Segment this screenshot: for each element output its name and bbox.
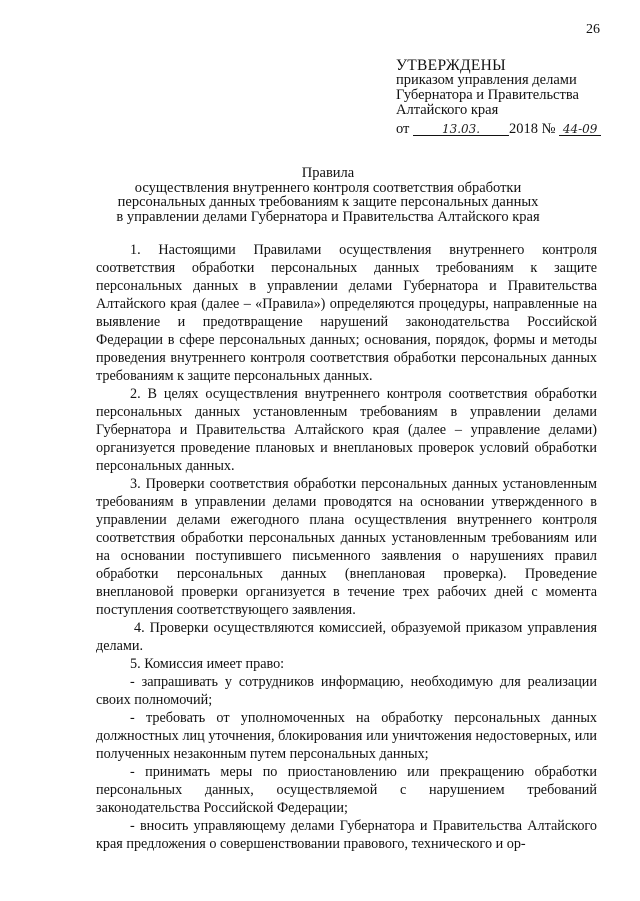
title-word: Правила [301,165,355,181]
title-line: в управлении делами Губернатора и Правительства Алтайского края [116,208,540,225]
approval-line: Алтайского края [396,102,499,118]
approval-line: приказом управления делами [396,72,577,88]
document-title [90,166,566,224]
title-line: осуществления внутреннего контроля соответствия обработки [134,179,522,196]
page-number: 26 [586,22,600,37]
rights-item: - принимать меры по приостановлению или прекращению обработки персональных данных, осуществляемой с нарушением требований законодательства Российской Федерации; [96,764,597,816]
handwritten-order-number: 44-09 [559,123,601,136]
year-label: 2018 № [509,121,556,137]
paragraph-5: 5. Комиссия имеет право: [130,656,285,672]
title-line: персональных данных требованиям к защите персональных данных [117,194,539,210]
approval-date-line [396,122,606,137]
paragraph-3: 3. Проверки соответствия обработки персональных данных установленным требованиям в управлении делами проводятся на основании утвержденного в управлении делами ежегодного плана осуществления внутреннего контроля соответствия обработки персональных данных установленным требованиям или на основании поступившего письменного заявления о нарушениях правил обработки персональных данных (внеплановая проверка). Проведение внеплановой проверки организуется в течение трех рабочих дней с момента поступления соответствующего заявления. [96,476,597,618]
from-label: от [396,121,410,137]
paragraph-4: 4. Проверки осуществляются комиссией, образуемой приказом управления делами. [96,620,597,654]
document-body [96,241,597,853]
approval-line: Губернатора и Правительства [396,87,579,103]
rights-item: - вносить управляющему делами Губернатора и Правительства Алтайского края предложения о совершенствовании правового, технического и ор- [96,818,597,852]
paragraph-1: 1. Настоящими Правилами осуществления внутреннего контроля соответствия обработки персональных данных требованиям к защите персональных данных в управлении делами Губернатора и Правительства Алтайского края (далее – «Правила») определяются процедуры, направленные на выявление и предотвращение нарушений законодательства Российской Федерации в сфере персональных данных; основания, порядок, формы и методы проведения внутреннего контроля соответствия обработки персональных данных требованиям к защите персональных данных. [96,242,597,384]
rights-item: - требовать от уполномоченных на обработку персональных данных должностных лиц уточнения, блокирования или уничтожения недостоверных, или полученных незаконным путем персональных данных; [96,710,597,762]
approval-stamp-block [396,58,606,137]
paragraph-2: 2. В целях осуществления внутреннего контроля соответствия обработки персональных данных установленным требованиям в управлении делами Губернатора и Правительства Алтайского края (далее – управление делами) организуется проведение плановых и внеплановых проверок условий обработки персональных данных. [96,386,597,474]
rights-item: - запрашивать у сотрудников информацию, необходимую для реализации своих полномочий; [96,674,597,708]
handwritten-date: 13.03. [413,123,509,136]
approval-heading: УТВЕРЖДЕНЫ [396,57,506,74]
